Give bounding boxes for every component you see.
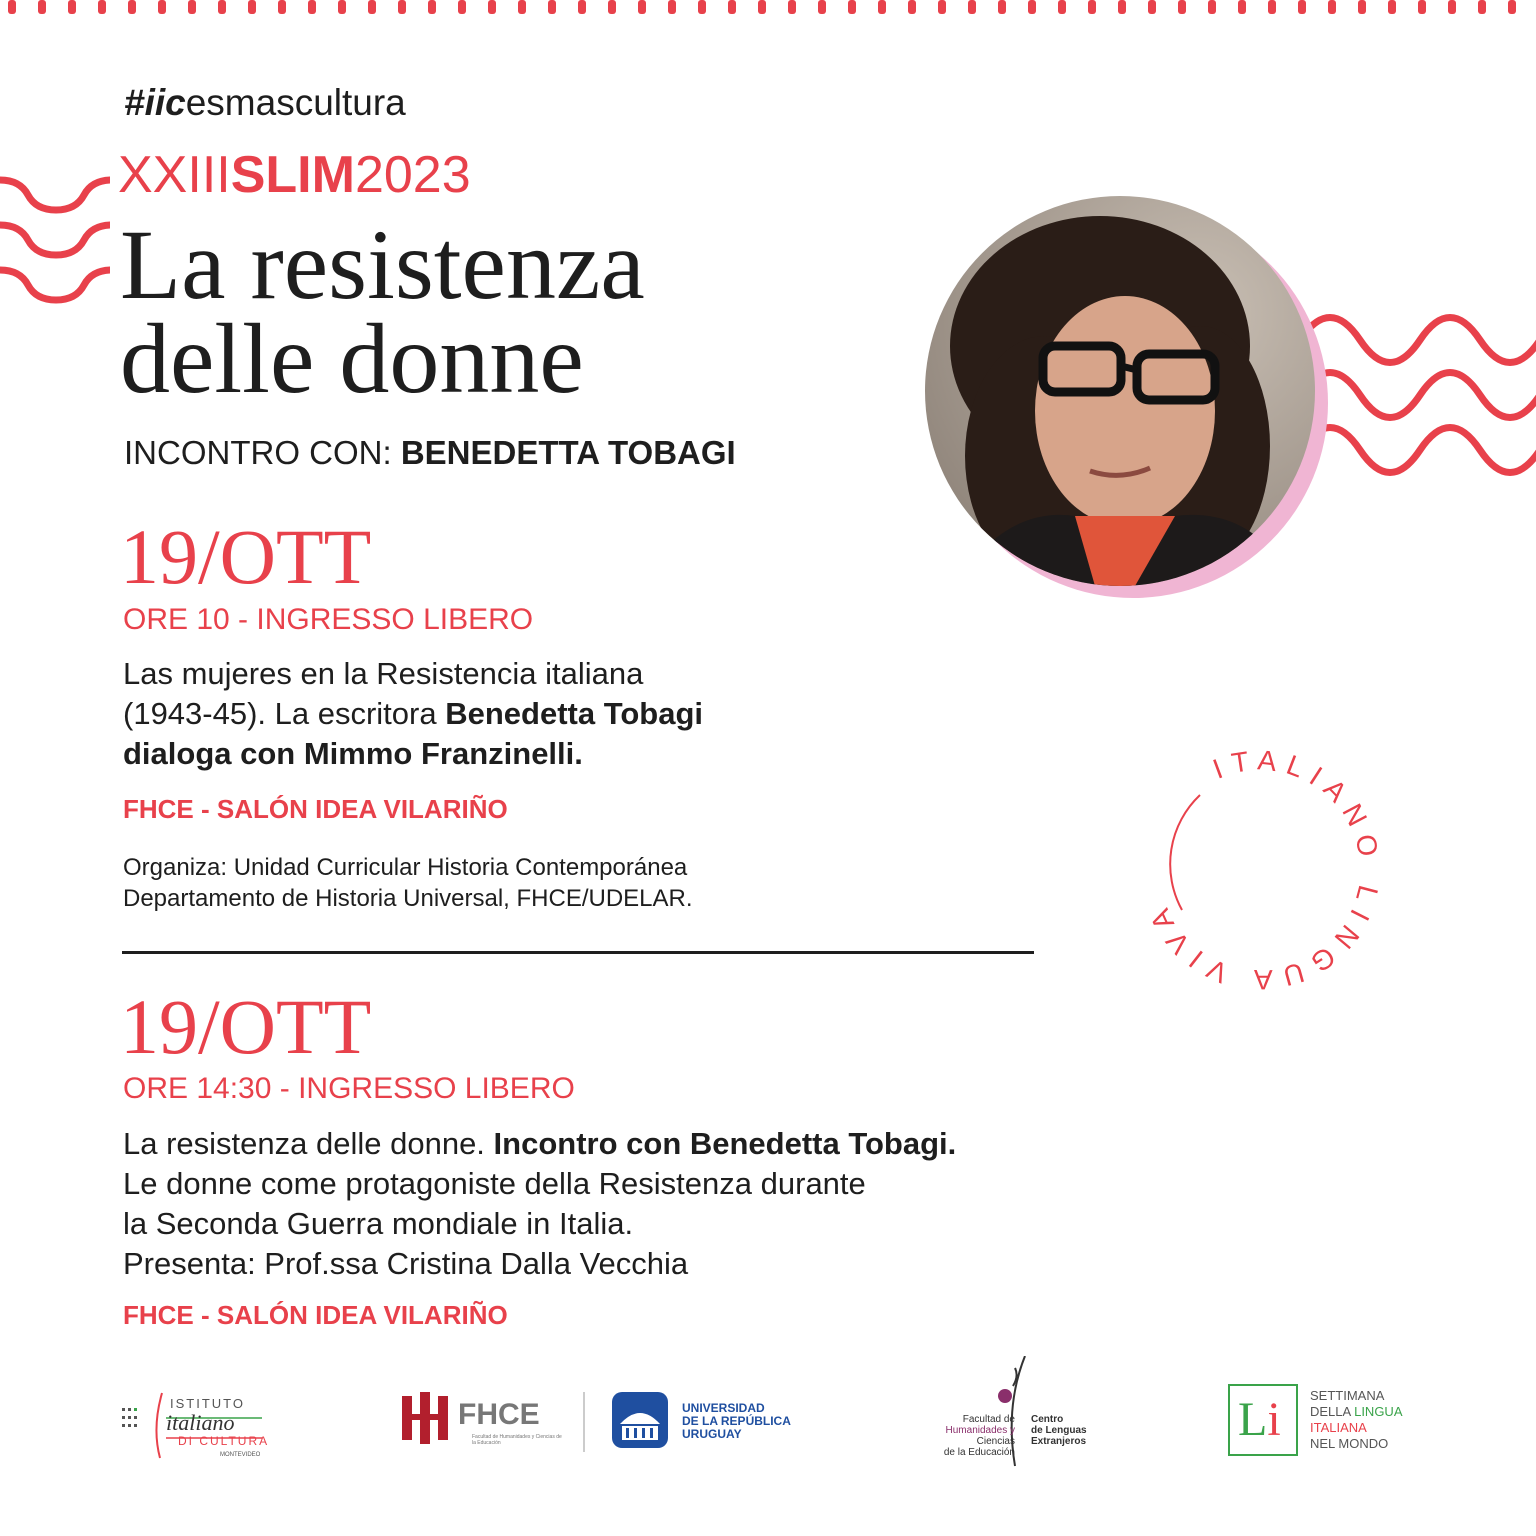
edition-label: XXIIISLIM2023 <box>118 146 471 204</box>
event-title-line1: La resistenza <box>120 209 645 320</box>
event2-description: La resistenza delle donne. Incontro con Benedetta Tobagi. Le donne come protagoniste della Resistenza durante la Seconda Guerra mondiale in Italia. Presenta: Prof.ssa Cristina Dalla Vecchia <box>123 1126 957 1281</box>
border-dot <box>938 0 946 14</box>
logo-centro-lenguas: Facultad de Humanidades y Ciencias de la Educación Centro de Lenguas Extranjeros <box>935 1356 1095 1468</box>
border-dot <box>848 0 856 14</box>
border-dot <box>1088 0 1096 14</box>
border-dot <box>968 0 976 14</box>
border-dot <box>488 0 496 14</box>
event1-venue: FHCE - SALÓN IDEA VILARIÑO <box>123 794 508 824</box>
border-dot <box>1118 0 1126 14</box>
border-dot <box>788 0 796 14</box>
event1-organizer: Organiza: Unidad Curricular Historia Contemporánea Departamento de Historia Universal, FHCE/UDELAR. <box>123 854 693 912</box>
hashtag: #iicesmascultura <box>124 82 406 123</box>
left-wave-decoration <box>0 170 110 320</box>
border-dot <box>1178 0 1186 14</box>
border-dot <box>1238 0 1246 14</box>
border-dot <box>338 0 346 14</box>
event2-venue: FHCE - SALÓN IDEA VILARIÑO <box>123 1300 508 1330</box>
italiano-lingua-viva-badge <box>1130 740 1390 1000</box>
border-dot <box>1358 0 1366 14</box>
border-dot <box>548 0 556 14</box>
border-dot <box>1208 0 1216 14</box>
border-dot <box>578 0 586 14</box>
top-dotted-border <box>0 0 1536 24</box>
svg-text:ITALIANO LINGUA VIVA: ITALIANO LINGUA VIVA <box>1140 744 1386 996</box>
border-dot <box>458 0 466 14</box>
border-dot <box>668 0 676 14</box>
border-dot <box>998 0 1006 14</box>
border-dot <box>38 0 46 14</box>
event1-description: Las mujeres en la Resistencia italiana (1943-45). La escritora Benedetta Tobagi dialoga con Mimmo Franzinelli. <box>123 656 703 771</box>
border-dot <box>188 0 196 14</box>
logo-udelar: UNIVERSIDAD DE LA REPÚBLICA URUGUAY <box>612 1392 802 1452</box>
border-dot <box>98 0 106 14</box>
border-dot <box>1388 0 1396 14</box>
border-dot <box>278 0 286 14</box>
border-dot <box>1448 0 1456 14</box>
border-dot <box>248 0 256 14</box>
border-dot <box>1028 0 1036 14</box>
border-dot <box>128 0 136 14</box>
border-dot <box>638 0 646 14</box>
border-dot <box>218 0 226 14</box>
event2-date: 19/OTT <box>120 983 372 1070</box>
right-wave-decoration <box>1300 310 1536 480</box>
event2-time: ORE 14:30 - INGRESSO LIBERO <box>123 1072 575 1105</box>
event1-time: ORE 10 - INGRESSO LIBERO <box>123 603 534 636</box>
border-dot <box>1328 0 1336 14</box>
border-dot <box>158 0 166 14</box>
border-dot <box>1268 0 1276 14</box>
border-dot <box>758 0 766 14</box>
logo-separator <box>583 1392 585 1452</box>
border-dot <box>518 0 526 14</box>
logo-fhce: FHCE Facultad de Humanidades y Ciencias de la Educación <box>402 1392 572 1452</box>
border-dot <box>728 0 736 14</box>
border-dot <box>398 0 406 14</box>
border-dot <box>878 0 886 14</box>
border-dot <box>818 0 826 14</box>
border-dot <box>1418 0 1426 14</box>
logo-settimana-lingua: Li SETTIMANA DELLA LINGUA ITALIANA NEL MONDO <box>1228 1384 1428 1460</box>
border-dot <box>68 0 76 14</box>
border-dot <box>1148 0 1156 14</box>
border-dot <box>1298 0 1306 14</box>
border-dot <box>608 0 616 14</box>
border-dot <box>908 0 916 14</box>
border-dot <box>368 0 376 14</box>
logo-istituto-italiano: ISTITUTO italiano DI CULTURA MONTEVIDEO <box>122 1388 282 1468</box>
event-title-line2: delle donne <box>120 303 584 414</box>
border-dot <box>8 0 16 14</box>
event1-date: 19/OTT <box>120 513 372 600</box>
event-title <box>120 209 645 414</box>
border-dot <box>428 0 436 14</box>
border-dot <box>308 0 316 14</box>
border-dot <box>1508 0 1516 14</box>
speaker-portrait <box>925 196 1315 586</box>
border-dot <box>698 0 706 14</box>
border-dot <box>1058 0 1066 14</box>
section-divider <box>122 951 1034 954</box>
speaker-line: INCONTRO CON: BENEDETTA TOBAGI <box>124 434 736 471</box>
border-dot <box>1478 0 1486 14</box>
